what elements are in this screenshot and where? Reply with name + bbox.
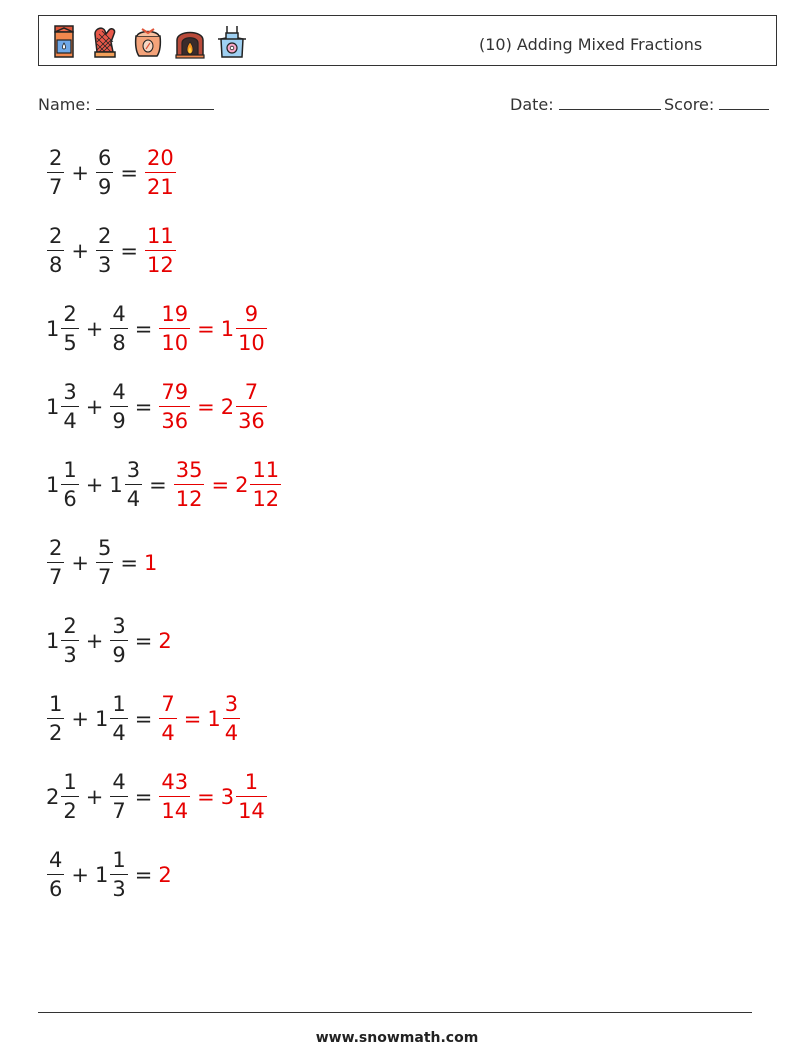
answer-integer: 1 bbox=[143, 551, 158, 575]
fraction-stack bbox=[159, 304, 190, 354]
numerator: 35 bbox=[175, 458, 203, 482]
fraction-stack bbox=[61, 304, 78, 354]
whole-number: 1 bbox=[46, 395, 60, 419]
fraction-stack bbox=[174, 460, 205, 510]
denominator: 4 bbox=[125, 484, 142, 510]
fraction-stack bbox=[159, 772, 190, 822]
plus-sign: + bbox=[85, 473, 104, 497]
equals-sign: = bbox=[134, 863, 153, 887]
footer-url: www.snowmath.com bbox=[315, 1030, 479, 1046]
answer-fraction bbox=[207, 694, 241, 744]
fraction bbox=[95, 148, 114, 198]
equals-sign: = bbox=[211, 473, 230, 497]
fraction bbox=[46, 616, 80, 666]
denominator: 7 bbox=[96, 562, 113, 588]
answer-fraction bbox=[158, 382, 191, 432]
fraction bbox=[109, 304, 128, 354]
score-blank[interactable] bbox=[719, 94, 769, 110]
answer-fraction bbox=[221, 304, 268, 354]
denominator: 3 bbox=[110, 874, 127, 900]
whole-number: 1 bbox=[46, 473, 60, 497]
denominator: 7 bbox=[47, 562, 64, 588]
denominator: 4 bbox=[159, 718, 176, 744]
date-blank[interactable] bbox=[559, 94, 661, 110]
numerator: 2 bbox=[63, 614, 77, 638]
denominator: 3 bbox=[61, 640, 78, 666]
denominator: 14 bbox=[159, 796, 190, 822]
fraction-stack bbox=[159, 382, 190, 432]
worksheet-header bbox=[38, 15, 777, 66]
numerator: 1 bbox=[63, 458, 77, 482]
denominator: 9 bbox=[110, 406, 127, 432]
equals-sign: = bbox=[197, 785, 215, 809]
fraction-stack bbox=[110, 850, 127, 900]
numerator: 1 bbox=[63, 770, 77, 794]
denominator: 14 bbox=[236, 796, 267, 822]
fraction-stack bbox=[61, 382, 78, 432]
fraction bbox=[95, 694, 129, 744]
header-icons bbox=[47, 22, 249, 60]
fraction-stack bbox=[110, 304, 127, 354]
denominator: 36 bbox=[159, 406, 190, 432]
fraction-stack bbox=[110, 772, 127, 822]
whole-number: 1 bbox=[109, 473, 123, 497]
fraction-stack bbox=[236, 772, 267, 822]
fraction bbox=[46, 226, 65, 276]
equals-sign: = bbox=[134, 785, 153, 809]
whole-number: 2 bbox=[235, 473, 249, 497]
denominator: 12 bbox=[250, 484, 281, 510]
numerator: 1 bbox=[244, 770, 259, 794]
problem-row bbox=[46, 533, 157, 593]
fraction-stack bbox=[125, 460, 142, 510]
equals-sign: = bbox=[134, 707, 153, 731]
numerator: 4 bbox=[49, 848, 63, 872]
denominator: 6 bbox=[61, 484, 78, 510]
fraction-stack bbox=[250, 460, 281, 510]
oven-mitt-icon bbox=[89, 22, 123, 60]
fraction-stack bbox=[47, 148, 64, 198]
fireplace-oven-icon bbox=[173, 22, 207, 60]
answer-integer: 2 bbox=[158, 629, 172, 653]
denominator: 3 bbox=[96, 250, 113, 276]
problem-row bbox=[46, 611, 172, 671]
numerator: 2 bbox=[49, 224, 63, 248]
name-field bbox=[38, 94, 214, 114]
fraction-stack bbox=[145, 148, 176, 198]
problem-row bbox=[46, 221, 177, 281]
fraction-stack bbox=[159, 694, 176, 744]
fraction-stack bbox=[96, 538, 113, 588]
denominator: 36 bbox=[236, 406, 267, 432]
whole-number: 1 bbox=[46, 629, 60, 653]
fraction-stack bbox=[61, 616, 78, 666]
name-blank[interactable] bbox=[96, 94, 214, 110]
whole-number: 1 bbox=[94, 863, 109, 887]
numerator: 4 bbox=[112, 770, 126, 794]
fraction bbox=[109, 616, 128, 666]
answer-fraction bbox=[221, 772, 268, 822]
numerator: 9 bbox=[244, 302, 259, 326]
whole-number: 2 bbox=[220, 395, 235, 419]
denominator: 9 bbox=[96, 172, 113, 198]
numerator: 2 bbox=[63, 302, 77, 326]
name-label: Name: bbox=[38, 95, 91, 114]
numerator: 7 bbox=[161, 692, 175, 716]
fraction bbox=[46, 694, 65, 744]
denominator: 10 bbox=[236, 328, 267, 354]
equals-sign: = bbox=[134, 395, 153, 419]
problem-row bbox=[46, 143, 177, 203]
fraction bbox=[95, 538, 114, 588]
equals-sign: = bbox=[120, 239, 138, 263]
fraction-stack bbox=[61, 460, 78, 510]
denominator: 10 bbox=[159, 328, 190, 354]
answer-fraction bbox=[158, 694, 177, 744]
numerator: 19 bbox=[161, 302, 189, 326]
plus-sign: + bbox=[71, 551, 89, 575]
numerator: 1 bbox=[49, 692, 63, 716]
numerator: 20 bbox=[146, 146, 174, 170]
fraction bbox=[46, 304, 80, 354]
fraction-stack bbox=[110, 382, 127, 432]
milk-carton-icon bbox=[47, 22, 81, 60]
numerator: 2 bbox=[49, 146, 63, 170]
denominator: 9 bbox=[110, 640, 127, 666]
footer-divider bbox=[38, 1012, 752, 1013]
fraction bbox=[46, 850, 65, 900]
score-label: Score: bbox=[664, 95, 715, 114]
fraction bbox=[95, 850, 129, 900]
fraction-stack bbox=[236, 304, 267, 354]
equals-sign: = bbox=[120, 551, 138, 575]
fraction-stack bbox=[47, 850, 64, 900]
whole-number: 1 bbox=[207, 707, 221, 731]
numerator: 11 bbox=[252, 458, 280, 482]
denominator: 21 bbox=[145, 172, 176, 198]
answer-fraction bbox=[144, 226, 177, 276]
fraction bbox=[46, 772, 80, 822]
fraction-stack bbox=[110, 616, 127, 666]
plus-sign: + bbox=[85, 785, 104, 809]
denominator: 4 bbox=[223, 718, 240, 744]
denominator: 12 bbox=[145, 250, 176, 276]
fraction bbox=[109, 460, 143, 510]
plus-sign: + bbox=[71, 239, 89, 263]
fraction-stack bbox=[47, 694, 64, 744]
problem-row bbox=[46, 377, 268, 437]
flour-sack-icon bbox=[131, 22, 165, 60]
fraction bbox=[46, 538, 65, 588]
equals-sign: = bbox=[197, 395, 215, 419]
fraction-stack bbox=[145, 226, 176, 276]
numerator: 4 bbox=[112, 380, 126, 404]
denominator: 8 bbox=[110, 328, 127, 354]
fraction bbox=[46, 382, 80, 432]
numerator: 5 bbox=[97, 536, 112, 560]
plus-sign: + bbox=[85, 395, 104, 419]
equals-sign: = bbox=[134, 629, 153, 653]
date-label: Date: bbox=[510, 95, 554, 114]
plus-sign: + bbox=[71, 707, 89, 731]
equals-sign: = bbox=[149, 473, 167, 497]
numerator: 7 bbox=[244, 380, 259, 404]
numerator: 79 bbox=[161, 380, 189, 404]
numerator: 3 bbox=[63, 380, 77, 404]
fraction-stack bbox=[47, 226, 64, 276]
whole-number: 2 bbox=[46, 785, 60, 809]
numerator: 4 bbox=[112, 302, 126, 326]
apron-icon bbox=[215, 22, 249, 60]
numerator: 3 bbox=[112, 614, 126, 638]
numerator: 3 bbox=[224, 692, 239, 716]
answer-fraction bbox=[144, 148, 177, 198]
equals-sign: = bbox=[120, 161, 138, 185]
fraction bbox=[46, 460, 80, 510]
fraction-stack bbox=[47, 538, 64, 588]
numerator: 2 bbox=[49, 536, 63, 560]
problem-row bbox=[46, 455, 282, 515]
answer-fraction bbox=[235, 460, 282, 510]
denominator: 12 bbox=[174, 484, 205, 510]
fraction-stack bbox=[236, 382, 267, 432]
plus-sign: + bbox=[71, 161, 89, 185]
denominator: 7 bbox=[47, 172, 64, 198]
problem-row bbox=[46, 689, 241, 749]
whole-number: 3 bbox=[220, 785, 235, 809]
score-field bbox=[664, 94, 769, 114]
problem-row bbox=[46, 767, 268, 827]
equals-sign: = bbox=[197, 317, 215, 341]
answer-fraction bbox=[173, 460, 206, 510]
plus-sign: + bbox=[71, 863, 89, 887]
whole-number: 1 bbox=[94, 707, 109, 731]
denominator: 2 bbox=[61, 796, 78, 822]
denominator: 5 bbox=[61, 328, 78, 354]
fraction-stack bbox=[96, 226, 113, 276]
numerator: 2 bbox=[97, 224, 112, 248]
denominator: 2 bbox=[47, 718, 64, 744]
fraction-stack bbox=[110, 694, 127, 744]
numerator: 1 bbox=[112, 692, 126, 716]
denominator: 8 bbox=[47, 250, 64, 276]
fraction-stack bbox=[96, 148, 113, 198]
denominator: 4 bbox=[110, 718, 127, 744]
whole-number: 1 bbox=[220, 317, 235, 341]
fraction bbox=[46, 148, 65, 198]
date-field bbox=[510, 94, 661, 114]
numerator: 6 bbox=[97, 146, 112, 170]
equals-sign: = bbox=[134, 317, 153, 341]
answer-fraction bbox=[158, 772, 191, 822]
denominator: 4 bbox=[61, 406, 78, 432]
problem-row bbox=[46, 299, 268, 359]
fraction bbox=[95, 226, 114, 276]
answer-fraction bbox=[158, 304, 191, 354]
denominator: 7 bbox=[110, 796, 127, 822]
numerator: 3 bbox=[126, 458, 141, 482]
numerator: 43 bbox=[161, 770, 189, 794]
numerator: 11 bbox=[146, 224, 174, 248]
fraction bbox=[109, 382, 128, 432]
worksheet-title: (10) Adding Mixed Fractions bbox=[479, 35, 703, 54]
answer-integer: 2 bbox=[158, 863, 172, 887]
plus-sign: + bbox=[85, 317, 104, 341]
numerator: 1 bbox=[112, 848, 126, 872]
fraction-stack bbox=[223, 694, 240, 744]
fraction bbox=[109, 772, 128, 822]
problem-row bbox=[46, 845, 172, 905]
equals-sign: = bbox=[183, 707, 202, 731]
denominator: 6 bbox=[47, 874, 64, 900]
fraction-stack bbox=[61, 772, 78, 822]
whole-number: 1 bbox=[46, 317, 60, 341]
plus-sign: + bbox=[85, 629, 104, 653]
answer-fraction bbox=[221, 382, 268, 432]
